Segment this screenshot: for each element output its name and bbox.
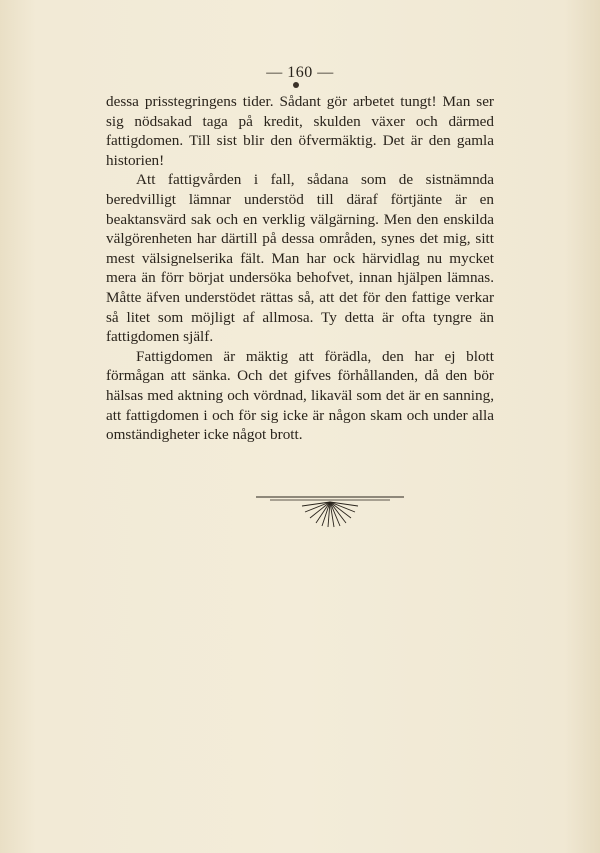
sunburst-rule-ornament-icon	[250, 490, 410, 534]
paragraph-fattigvarden: Att fattigvården i fall, sådana som de sistnämnda beredvilligt lämnar understöd till däraf förtjänte är en beaktansvärd sak och en verklig välgärning. Men den enskilda välgörenheten har därtill på dessa områden, synes det mig, sitt mest välsignelserika fält. Man har ock härvidlag nu mycket mera än förr börjat undersöka behofvet, innan hjälpen lämnas. Måtte äfven understödet rättas så, att det för den fattige verkar så litet som möjligt af allmosa. Ty detta är ofta tyngre än fattigdomen själf.	[106, 171, 494, 346]
body-text	[106, 92, 494, 445]
page-number: — 160 —	[266, 64, 334, 81]
paragraph-continued: dessa prisstegringens tider. Sådant gör arbetet tungt! Man ser sig nödsakad taga på kredit, skulden växer och därmed fattigdomen. Till sist blir den öfvermäktig. Det är den gamla historien!	[106, 93, 494, 169]
ink-spot	[293, 82, 299, 88]
paragraph-fattigdomen: Fattigdomen är mäktig att förädla, den har ej blott förmågan att sänka. Och det gifves förhållanden, då den bör hälsas med aktning och vördnad, likaväl som det är en sanning, att fattigdomen i och för sig icke är någon skam och under alla omständigheter icke något brott.	[106, 347, 494, 444]
